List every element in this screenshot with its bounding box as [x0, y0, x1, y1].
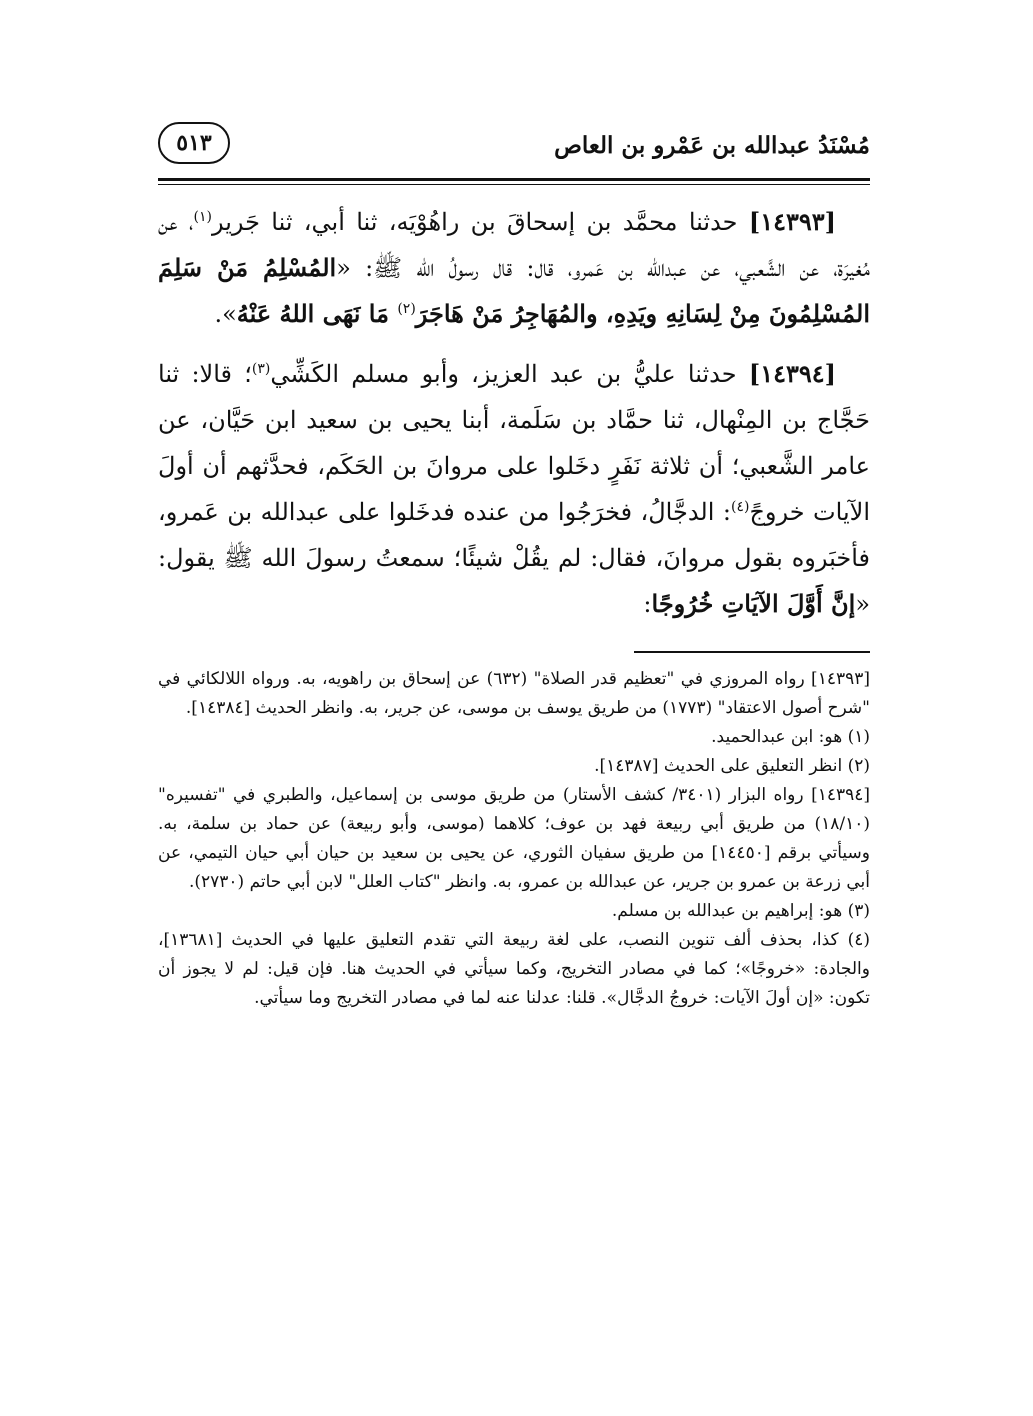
footnote-text: رواه المروزي في "تعظيم قدر الصلاة" (٦٣٢) عن إسحاق بن راهويه، به. ورواه اللالكائي في "شرح أصول الاعتقاد" (١٧٧٣) من طريق يوسف بن موسى، عن جرير، به. وانظر الحديث [١٤٣٨٤]. [158, 668, 870, 718]
hadith-quote: المُسْلِمُ مَنْ سَلِمَ المُسْلِمُونَ مِنْ لِسَانِهِ ويَدِهِ، والمُهَاجِرُ مَنْ هَاجَرَ [158, 253, 870, 328]
running-title: مُسْنَدُ عبدالله بن عَمْرو بن العاص [554, 132, 870, 159]
footnote-3 [158, 897, 870, 926]
footnote-separator [634, 651, 870, 653]
isnad-text: حدثنا محمَّد بن إسحاقَ بن راهُوْيَه، ثنا أبي، ثنا جَرير [211, 208, 749, 236]
main-text [158, 199, 870, 627]
hadith-quote: مَا نَهَى اللهُ عَنْهُ [236, 299, 398, 328]
hadith-14393 [158, 199, 870, 337]
isnad-text: ؛ قالا: ثنا حَجَّاج بن المِنْهال، ثنا حمَّاد بن سَلَمة، أبنا يحيى بن سعيد ابن حَيَّان، عن عامر الشَّعبي؛ أن ثلاثة نَفَرٍ دخَلوا على مروانَ بن الحَكَم، فحدَّثهم أن أولَ الآيات خروجً [158, 360, 870, 526]
page-header [158, 118, 870, 178]
footnote-ref: (٢) [397, 301, 416, 317]
footnote-label: [١٤٣٩٣] [811, 668, 870, 689]
footnote-text: هو: إبراهيم بن عبدالله بن مسلم. [611, 900, 848, 921]
footnote-text: كذا، بحذف ألف تنوين النصب، على لغة ربيعة التي تقدم التعليق عليها في الحديث [١٣٦٨١]، والجادة: «خروجًا»؛ كما في مصادر التخريج، وكما سيأتي في الحديث هنا. فإن قيل: لم لا يجوز أن تكون: «إن أولَ الآيات: خروجُ الدجَّال». قلنا: عدلنا عنه لما في مصادر التخريج وما سيأتي. [158, 929, 870, 1008]
footnote-14393 [158, 665, 870, 723]
footnotes [158, 665, 870, 1013]
page [158, 118, 870, 1013]
isnad-text: : [643, 590, 652, 618]
hadith-quote: إنَّ أَوَّلَ الآيَاتِ خُرُوجًا [651, 589, 856, 618]
footnote-text: هو: ابن عبدالحميد. [711, 726, 848, 747]
footnote-1 [158, 723, 870, 752]
footnote-text: رواه البزار (٣٤٠١/ كشف الأستار) من طريق موسى بن إسماعيل، والطبري في "تفسيره" (١٨/١٠) من طريق أبي ربيعة فهد بن عوف؛ كلاهما (موسى، وأبو ربيعة) عن حماد بن سلمة، به. وسيأتي برقم [١٤٤٥٠] من طريق سفيان الثوري، عن يحيى بن سعيد بن حيان أبي حيان التيمي، عن أبي زرعة بن عمرو بن جرير، عن عبدالله بن عمرو، به. وانظر "كتاب العلل" لابن أبي حاتم (٢٧٣٠). [158, 784, 871, 892]
footnote-4 [158, 926, 870, 1013]
isnad-text: حدثنا عليُّ بن عبد العزيز، وأبو مسلم الكَشِّي [270, 360, 749, 388]
header-rule-thick [158, 178, 870, 181]
footnote-text: انظر التعليق على الحديث [١٤٣٨٧]. [594, 755, 848, 776]
hadith-14394 [158, 351, 870, 627]
page-number: ٥١٣ [158, 122, 230, 164]
footnote-label: (٣) [847, 900, 870, 921]
footnote-ref: (٣) [251, 361, 271, 377]
footnote-label: [١٤٣٩٤] [811, 784, 870, 805]
footnote-label: (١) [847, 726, 870, 747]
footnote-2 [158, 752, 870, 781]
header-rule-thin [158, 184, 870, 185]
isnad-text: ». [214, 300, 237, 328]
hadith-number: [١٤٣٩٣] [748, 207, 836, 236]
footnote-ref: (١) [193, 209, 212, 225]
isnad-text: ، عن مُغيرَة، عن الشَّعبي، عن عبدالله بن عَمرو، قال: قال رسولُ الله ﷺ: « [158, 208, 871, 282]
footnote-14394 [158, 781, 870, 897]
footnote-ref: (٤) [730, 499, 750, 515]
hadith-number: [١٤٣٩٤] [748, 359, 836, 388]
footnote-label: (٢) [847, 755, 870, 776]
footnote-label: (٤) [847, 929, 870, 950]
isnad-text: : الدجَّالُ، فخرَجُوا من عنده فدخَلوا على عبدالله بن عَمرو، فأخبَروه بقول مروانَ، فقال: لم يقُلْ شيئًا؛ سمعتُ رسولَ الله ﷺ يقول: « [158, 498, 870, 618]
